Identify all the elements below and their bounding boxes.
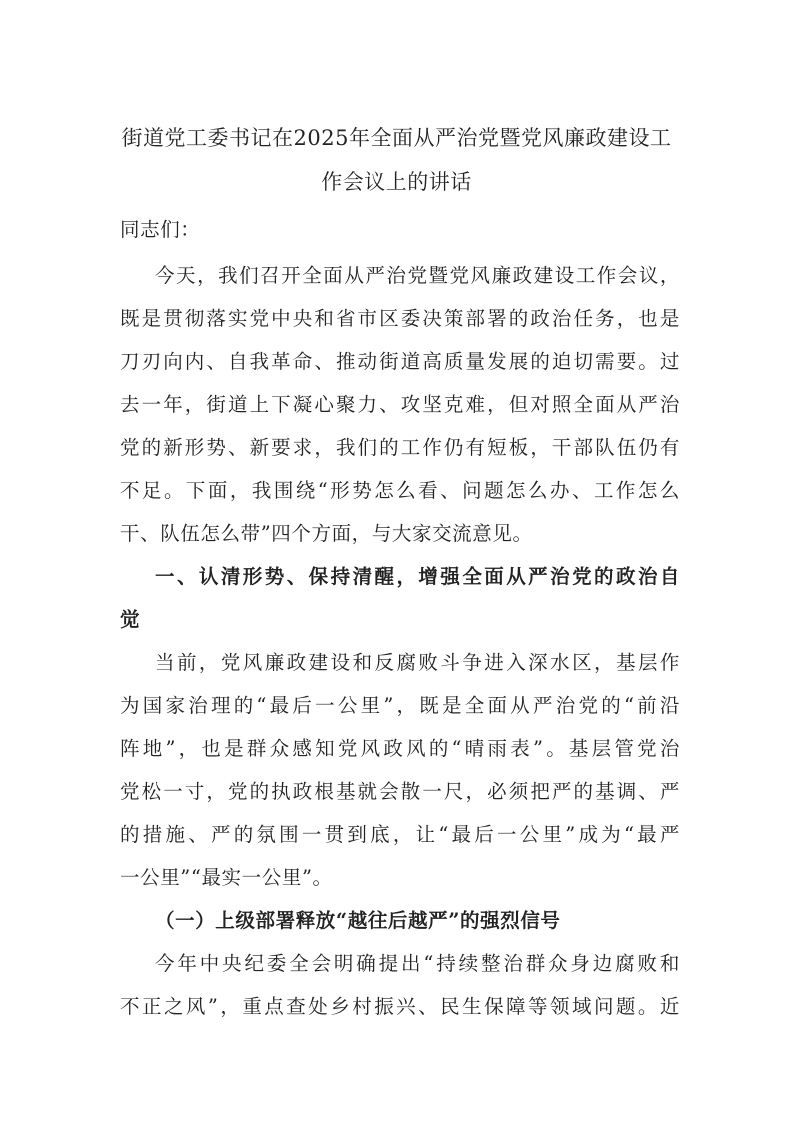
subsection-paragraph-line: 不正之风”，重点查处乡村振兴、民生保障等领域问题。近 <box>120 995 680 1018</box>
section-paragraph-line: 当前，党风廉政建设和反腐败斗争进入深水区，基层作 <box>155 651 680 674</box>
section-heading: 一、认清形势、保持清醒，增强全面从严治党的政治自 <box>155 565 680 588</box>
salutation: 同志们： <box>120 218 201 241</box>
section-paragraph-line: 阵地”，也是群众感知党风政风的“晴雨表”。基层管党治 <box>120 737 680 760</box>
intro-line: 党的新形势、新要求，我们的工作仍有短板，干部队伍仍有 <box>120 436 680 459</box>
intro-line: 不足。下面，我围绕“形势怎么看、问题怎么办、工作怎么 <box>120 479 680 502</box>
intro-line: 刀刃向内、自我革命、推动街道高质量发展的迫切需要。过 <box>120 350 680 373</box>
section-paragraph-line: 一公里”“最实一公里”。 <box>120 866 333 889</box>
section-paragraph-line: 为国家治理的“最后一公里”，既是全面从严治党的“前沿 <box>120 694 680 717</box>
title-line-2: 作会议上的讲话 <box>321 170 472 194</box>
section-paragraph-line: 党松一寸，党的执政根基就会散一尺，必须把严的基调、严 <box>120 780 680 803</box>
title-line-1: 街道党工委书记在2025年全面从严治党暨党风廉政建设工 <box>121 126 672 150</box>
intro-line: 干、队伍怎么带”四个方面，与大家交流意见。 <box>120 522 533 545</box>
document-title <box>110 116 683 204</box>
intro-line: 去一年，街道上下凝心聚力、攻坚克难，但对照全面从严治 <box>120 393 680 416</box>
intro-line: 既是贯彻落实党中央和省市区委决策部署的政治任务，也是 <box>120 307 680 330</box>
intro-line: 今天，我们召开全面从严治党暨党风廉政建设工作会议， <box>155 264 680 287</box>
section-paragraph-line: 的措施、严的氛围一贯到底，让“最后一公里”成为“最严 <box>120 823 680 846</box>
section-heading: 觉 <box>120 608 141 631</box>
subsection-heading: （一）上级部署释放“越往后越严”的强烈信号 <box>155 909 561 932</box>
subsection-paragraph-line: 今年中央纪委全会明确提出“持续整治群众身边腐败和 <box>155 952 680 975</box>
